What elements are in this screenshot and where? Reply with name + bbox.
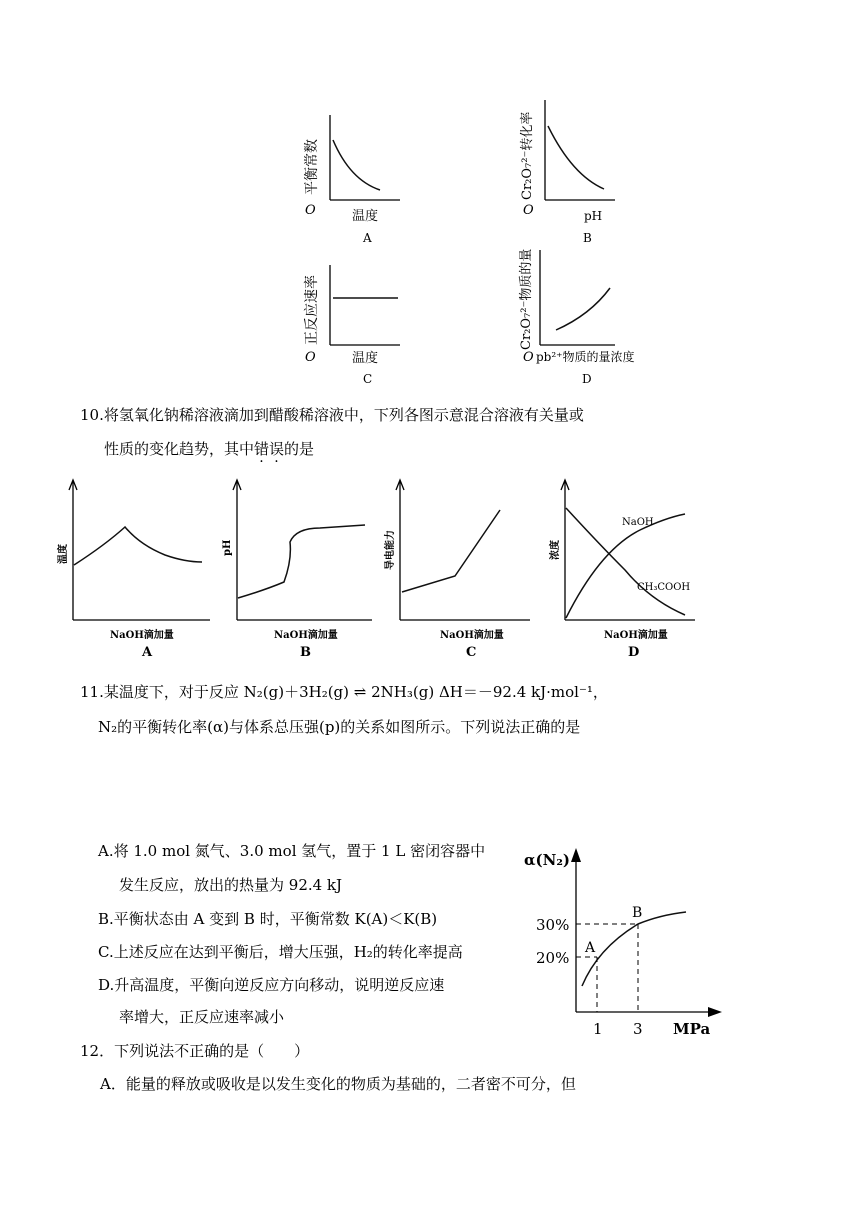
q10-d-curve-naoh: NaOH bbox=[622, 517, 654, 528]
q9-graph-b bbox=[520, 100, 615, 245]
q9-a-ylabel: 平衡常数 bbox=[304, 139, 320, 195]
q10-graph-c bbox=[383, 480, 530, 660]
q9-d-letter: D bbox=[582, 372, 592, 386]
q10-graphs bbox=[0, 470, 860, 665]
q10-graph-d bbox=[548, 480, 695, 660]
q10-a-letter: A bbox=[142, 645, 153, 660]
q10-line2-pre: 性质的变化趋势，其中 bbox=[104, 440, 255, 458]
q11-graph-ytick-30: 30% bbox=[536, 916, 570, 934]
q11-option-c: C.上述反应在达到平衡后，增大压强，H₂的转化率提高 bbox=[98, 943, 463, 961]
q9-graph-a bbox=[303, 115, 400, 245]
q10-d-letter: D bbox=[628, 645, 640, 660]
q11-graph-point-a: A bbox=[585, 940, 596, 956]
q10-d-ylabel: 浓度 bbox=[550, 540, 561, 560]
q10-d-curve-ch3cooh: CH₃COOH bbox=[637, 582, 691, 593]
q10-c-letter: C bbox=[466, 645, 477, 660]
q9-c-origin: O bbox=[305, 350, 316, 365]
q9-graph-c bbox=[303, 265, 400, 386]
q10-graph-a bbox=[56, 480, 210, 660]
q11-option-b: B.平衡状态由 A 变到 B 时，平衡常数 K(A)＜K(B) bbox=[98, 910, 438, 928]
q11-line2: N₂的平衡转化率(α)与体系总压强(p)的关系如图所示。下列说法正确的是 bbox=[98, 718, 581, 736]
q10-line1: 10.将氢氧化钠稀溶液滴加到醋酸稀溶液中，下列各图示意混合溶液有关量或 bbox=[80, 406, 584, 424]
q11-graph-ytick-20: 20% bbox=[536, 949, 570, 967]
q9-c-ylabel: 正反应速率 bbox=[304, 275, 320, 345]
q9-c-xlabel: 温度 bbox=[352, 351, 379, 366]
q9-graphs bbox=[0, 0, 860, 400]
q12-option-a: A．能量的释放或吸收是以发生变化的物质为基础的，二者密不可分，但 bbox=[100, 1075, 576, 1093]
q9-b-xlabel: pH bbox=[584, 209, 603, 223]
q11-option-a: A.将 1.0 mol 氮气、3.0 mol 氢气，置于 1 L 密闭容器中 bbox=[98, 842, 486, 860]
q10-c-ylabel: 导电能力 bbox=[385, 530, 396, 570]
q11-graph bbox=[520, 840, 740, 1040]
q10-a-ylabel: 温度 bbox=[58, 544, 69, 564]
q9-d-xlabel: pb²⁺物质的量浓度 bbox=[536, 350, 635, 364]
q10-d-xlabel: NaOH滴加量 bbox=[604, 630, 668, 641]
q11-graph-xtick-1: 1 bbox=[593, 1020, 603, 1038]
q10-b-letter: B bbox=[300, 645, 311, 660]
q10-line2 bbox=[104, 438, 314, 460]
q11-line1: 11.某温度下，对于反应 N₂(g)＋3H₂(g) ⇌ 2NH₃(g) ΔH＝－92.4 kJ·mol⁻¹， bbox=[80, 683, 608, 701]
q10-graph-b bbox=[222, 480, 372, 660]
q12-line1: 12．下列说法不正确的是（ ） bbox=[80, 1042, 310, 1060]
q11-graph-xunit: MPa bbox=[673, 1020, 711, 1038]
q9-b-origin: O bbox=[523, 203, 534, 218]
q10-emphasis-2: 误 bbox=[269, 440, 285, 458]
q11-option-d-cont: 率增大，正反应速率减小 bbox=[119, 1008, 285, 1026]
q10-a-xlabel: NaOH滴加量 bbox=[110, 630, 174, 641]
q9-graph-d bbox=[518, 249, 635, 386]
q10-b-ylabel: pH bbox=[222, 539, 233, 556]
q9-a-origin: O bbox=[305, 203, 316, 218]
q9-d-ylabel: Cr₂O₇²⁻物质的量 bbox=[519, 248, 534, 350]
q10-emphasis-1: 错 bbox=[254, 440, 270, 458]
q11-option-d: D.升高温度，平衡向逆反应方向移动，说明逆反应速 bbox=[98, 976, 445, 994]
q10-line2-post: 的是 bbox=[284, 440, 315, 458]
q9-b-ylabel: Cr₂O₇²⁻转化率 bbox=[520, 111, 535, 200]
q11-graph-xtick-3: 3 bbox=[633, 1020, 643, 1038]
q10-c-xlabel: NaOH滴加量 bbox=[440, 630, 504, 641]
q9-c-letter: C bbox=[363, 372, 373, 386]
q9-d-origin: O bbox=[523, 350, 534, 365]
q11-graph-point-b: B bbox=[632, 905, 643, 921]
q11-graph-ylabel: α(N₂) bbox=[524, 851, 571, 869]
q9-b-letter: B bbox=[583, 231, 592, 245]
q9-a-xlabel: 温度 bbox=[352, 209, 379, 224]
q10-b-xlabel: NaOH滴加量 bbox=[274, 630, 338, 641]
q11-option-a-cont: 发生反应，放出的热量为 92.4 kJ bbox=[119, 876, 343, 894]
q9-a-letter: A bbox=[363, 231, 372, 245]
